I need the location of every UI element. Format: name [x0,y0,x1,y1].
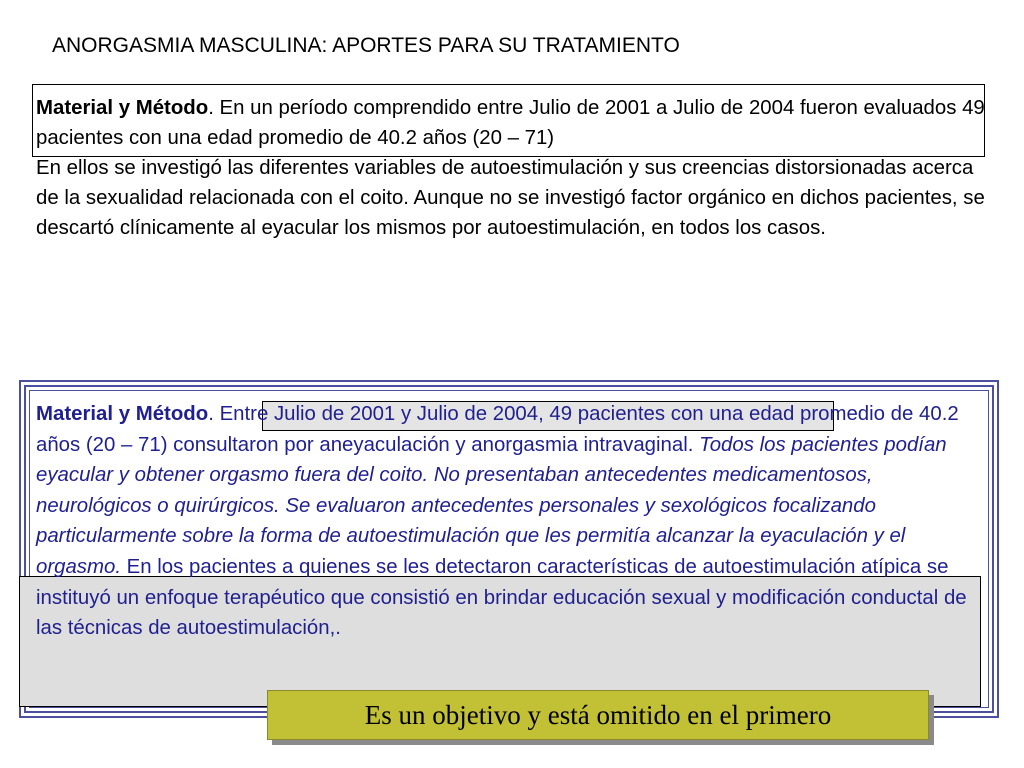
callout-note: Es un objetivo y está omitido en el primero [267,690,929,740]
original-text-block [36,93,986,243]
revised-separator: . [208,403,220,425]
revised-lead: Material y Método [36,403,209,425]
revised-part-2: En los pacientes a quienes se les detectaron características de autoestimulación atípica se instituyó un enfoque terapéutico que consistió en brindar educación sexual y modificación conductal de las técnicas de autoestimulación,. [36,555,967,640]
original-paragraph-2: En ellos se investigó las diferentes variables de autoestimulación y sus creencias distorsionadas acerca de la sexualidad relacionada con el coito. Aunque no se investigó factor orgánico en dichos pacientes, se descartó clínicamente al eyacular los mismos por autoestimulación, en todos los casos. [36,157,985,239]
revised-highlighted-phrase: Entre Julio de 2001 y Julio de 2004, 49 pacientes [219,403,671,425]
revised-part-1: con una edad promedio de 40.2 años (20 – 71) consultaron por aneyaculación y anorgasmia intravaginal. [36,403,959,456]
slide-title: ANORGASMIA MASCULINA: APORTES PARA SU TRATAMIENTO [52,34,680,57]
original-sentence-1: . En un período comprendido entre Julio de 2001 a Julio de 2004 fueron evaluados 49 pacientes con una edad promedio de 40.2 años (20 – 71) [36,97,985,149]
original-lead: Material y Método [36,97,209,119]
revised-italic-part: Todos los pacientes podían eyacular y obtener orgasmo fuera del coito. No presentaban antecedentes medicamentosos, neurológicos o quirúrgicos. Se evaluaron antecedentes personales y sexológicos focalizando particularmente sobre la forma de autoestimulación que les permitía alcanzar la eyaculación y el orgasmo. [36,433,947,578]
original-paragraph-1 [36,93,986,153]
revised-text-block [36,399,981,644]
